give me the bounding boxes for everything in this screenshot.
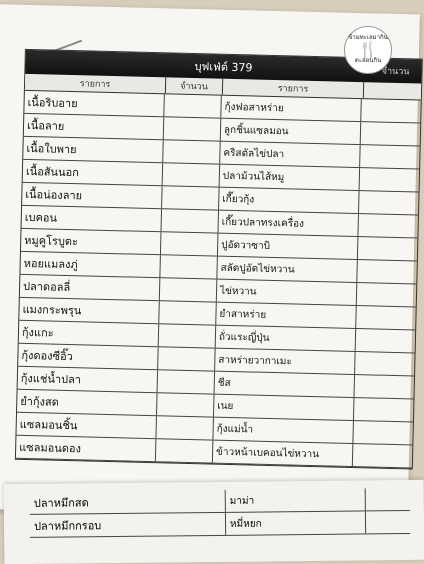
logo-text-top: ข้ามทะเลมากิน [348, 34, 388, 42]
qty-left [161, 232, 219, 255]
item-right: กุ้งแม่น้ำ [213, 418, 353, 443]
qty-left [158, 370, 216, 393]
qty-left [162, 186, 220, 209]
item-left: เนื้อสันนอก [23, 160, 163, 185]
item-left: ปลาหมึกกรอบ [30, 513, 226, 537]
qty-left [160, 255, 218, 278]
qty-right [353, 444, 413, 467]
qty-left [159, 301, 217, 324]
col-header-qty: จำนวน [166, 77, 223, 94]
item-left: หมูคูโรบูตะ [21, 229, 161, 254]
spoon-fork-icon: 🍴 [358, 40, 378, 59]
item-right: คริสตัลไข่ปลา [220, 142, 360, 167]
menu-sheet [0, 4, 420, 519]
item-left: กุ้งดองซีอิ๊ว [18, 344, 158, 369]
qty-right [360, 168, 420, 191]
item-left: แมงกระพรุน [19, 298, 159, 323]
item-left: ยำกุ้งสด [17, 390, 157, 415]
item-right: ปูอัดวาซาบิ [218, 234, 358, 259]
item-right: ชีส [215, 372, 355, 397]
col-header-item: รายการ [25, 74, 166, 93]
item-left: เนื้อริบอาย [24, 91, 164, 116]
item-left: หอยแมลงภู่ [20, 252, 160, 277]
qty-right [361, 122, 421, 145]
qty-right [358, 237, 418, 260]
col-header-item2: รายการ [223, 79, 364, 98]
qty-right [357, 283, 417, 306]
qty-right [359, 191, 419, 214]
item-left: ปลาดอลลี่ [20, 275, 160, 300]
item-right: เกี๊ยวปลาทรงเครื่อง [218, 211, 358, 236]
item-left: เนื้อลาย [24, 114, 164, 139]
qty-header-right: จำนวน [381, 66, 410, 78]
qty-left [156, 439, 214, 462]
qty-left [161, 209, 219, 232]
item-right: เนย [214, 395, 354, 420]
qty-left [164, 117, 222, 140]
item-right: ถั่วแระญี่ปุ่น [216, 326, 356, 351]
qty-right [355, 375, 415, 398]
qty-left [157, 393, 215, 416]
menu-table [15, 49, 423, 470]
item-right: ลูกชิ้นแซลมอน [221, 119, 361, 144]
item-left: แซลมอนดอง [16, 436, 156, 461]
qty-right [354, 398, 414, 421]
item-left: แซลมอนชิ้น [16, 413, 156, 438]
item-right: ข้าวหน้าเบคอนไข่หวาน [213, 441, 353, 466]
item-left: ปลาหมึกสด [30, 490, 226, 514]
item-right: ยำสาหร่าย [216, 303, 356, 328]
qty-right [356, 329, 416, 352]
qty-right [355, 352, 415, 375]
item-right: มาม่า [226, 488, 366, 511]
item-left: กุ้งแกะ [19, 321, 159, 346]
qty-right [353, 421, 413, 444]
item-left: กุ้งแช่น้ำปลา [18, 367, 158, 392]
item-right: เกี๊ยวกุ้ง [219, 188, 359, 213]
second-sheet [4, 480, 424, 564]
item-right: สลัดปูอัดไข่หวาน [217, 257, 357, 282]
item-right: ไข่หวาน [217, 280, 357, 305]
qty-left [163, 140, 221, 163]
item-left: เบคอน [22, 206, 162, 231]
qty-left [156, 416, 214, 439]
item-right: ปลาม้วนไส้หมู [220, 165, 360, 190]
qty-left [160, 278, 218, 301]
qty-left [159, 324, 217, 347]
qty-right [357, 260, 417, 283]
qty-left [163, 163, 221, 186]
qty-right [358, 214, 418, 237]
qty-right [356, 306, 416, 329]
qty-left [164, 94, 222, 117]
item-left: เนื้อน่องลาย [22, 183, 162, 208]
item-right: กุ้งฟอสาหร่าย [221, 96, 361, 121]
table-title: บุฟเฟ่ต์ 379 [194, 60, 253, 75]
qty-left [158, 347, 216, 370]
item-right: สาหร่ายวากาเมะ [215, 349, 355, 374]
qty-right [361, 99, 421, 122]
item-left: เนื้อใบพาย [23, 137, 163, 162]
table-row [30, 511, 410, 538]
logo-text-bottom: ตะลอนกิน [354, 57, 382, 64]
brand-logo [344, 26, 392, 74]
qty-right [360, 145, 420, 168]
item-right: หมี่หยก [226, 511, 366, 534]
